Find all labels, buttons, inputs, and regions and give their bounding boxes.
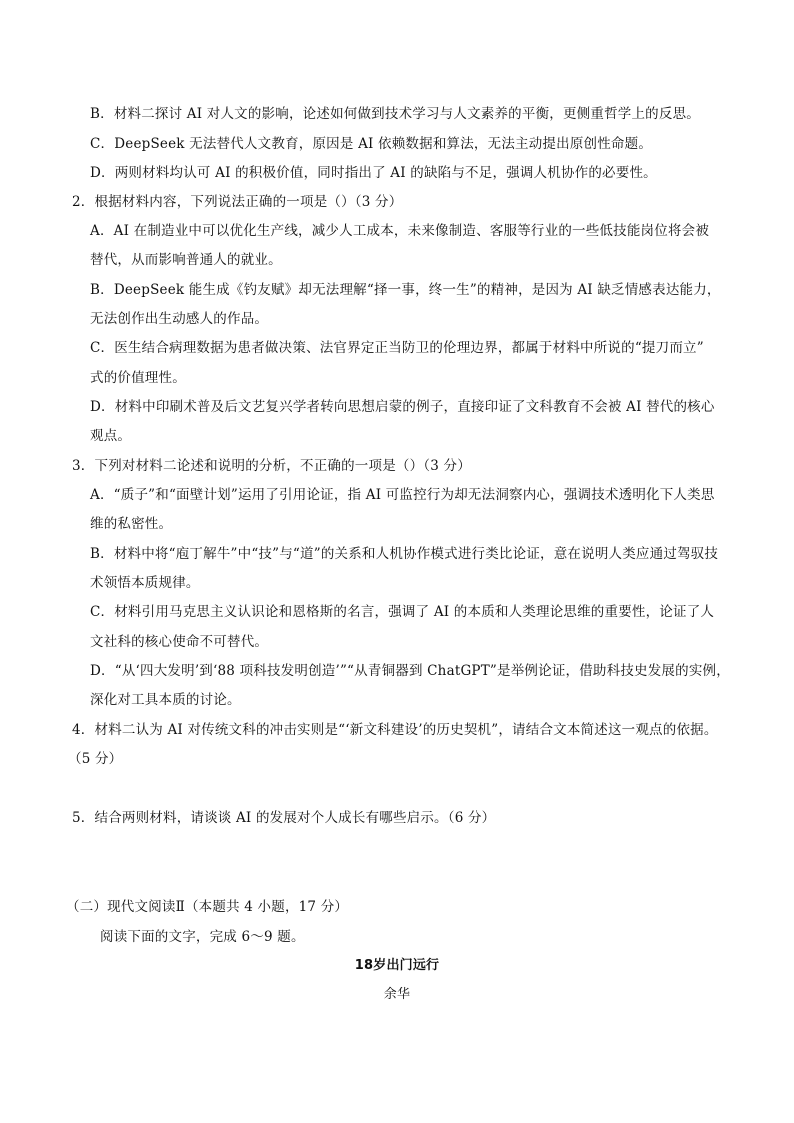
- q3-option-d-cont: 深化对工具本质的讨论。: [90, 692, 241, 708]
- q2-option-d: D．材料中印刷术普及后文艺复兴学者转向思想启蒙的例子，直接印证了文科教育不会被 AI 替代的核心: [90, 399, 715, 415]
- q3-option-a: A．“质子”和“面壁计划”运用了引用论证，指 AI 可监控行为却无法洞察内心，强调技术透明化下人类思: [90, 487, 715, 503]
- q1-option-c: C．DeepSeek 无法替代人文教育，原因是 AI 依赖数据和算法，无法主动提出原创性命题。: [90, 136, 653, 152]
- q3-stem: 3．下列对材料二论述和说明的分析，不正确的一项是（）（3 分）: [72, 458, 471, 474]
- q3-option-c-cont: 文社科的核心使命不可替代。: [90, 634, 269, 650]
- q2-option-c: C．医生结合病理数据为患者做决策、法官界定正当防卫的伦理边界，都属于材料中所说的“提刀而立”: [90, 340, 704, 356]
- q3-option-d: D．“从‘四大发明’到‘88 项科技发明创造’”“从青铜器到 ChatGPT”是举例论证，借助科技史发展的实例，: [90, 663, 730, 679]
- q3-option-c: C．材料引用马克思主义认识论和恩格斯的名言，强调了 AI 的本质和人类理论思维的重要性，论证了人: [90, 604, 715, 620]
- q5-stem: 5．结合两则材料，请谈谈 AI 的发展对个人成长有哪些启示。（6 分）: [72, 810, 496, 826]
- q1-option-d: D．两则材料均认可 AI 的积极价值，同时指出了 AI 的缺陷与不足，强调人机协作的必要性。: [90, 165, 657, 181]
- passage-title: 18岁出门远行: [354, 958, 440, 973]
- q3-option-a-cont: 维的私密性。: [90, 516, 173, 532]
- q2-option-a: A．AI 在制造业中可以优化生产线，减少人工成本，未来像制造、客服等行业的一些低技能岗位将会被: [90, 223, 710, 239]
- q3-option-b: B．材料中将“庖丁解牛”中“技”与“道”的关系和人机协作模式进行类比论证，意在说明人类应通过驾驭技: [90, 546, 719, 562]
- passage-author: 余华: [383, 987, 411, 1002]
- q2-option-d-cont: 观点。: [90, 428, 132, 444]
- q2-option-b: B．DeepSeek 能生成《钓友赋》却无法理解“择一事，终一生”的精神，是因为 AI 缺乏情感表达能力，: [90, 282, 721, 298]
- q1-option-b: B．材料二探讨 AI 对人文的影响，论述如何做到技术学习与人文素养的平衡，更侧重哲学上的反思。: [90, 106, 700, 122]
- section-heading: （二）现代文阅读Ⅱ（本题共 4 小题，17 分）: [66, 899, 349, 915]
- q2-option-c-cont: 式的价值理性。: [90, 370, 186, 386]
- q4-stem: 4．材料二认为 AI 对传统文科的冲击实则是“‘新文科建设’的历史契机”，请结合文本简述这一观点的依据。: [72, 722, 718, 738]
- q3-option-b-cont: 术领悟本质规律。: [90, 575, 200, 591]
- q4-score: （5 分）: [68, 751, 123, 767]
- q2-stem: 2．根据材料内容，下列说法正确的一项是（）（3 分）: [72, 194, 403, 210]
- q2-option-b-cont: 无法创作出生动感人的作品。: [90, 311, 269, 327]
- q2-option-a-cont: 替代，从而影响普通人的就业。: [90, 252, 282, 268]
- section-intro: 阅读下面的文字，完成 6～9 题。: [100, 929, 305, 945]
